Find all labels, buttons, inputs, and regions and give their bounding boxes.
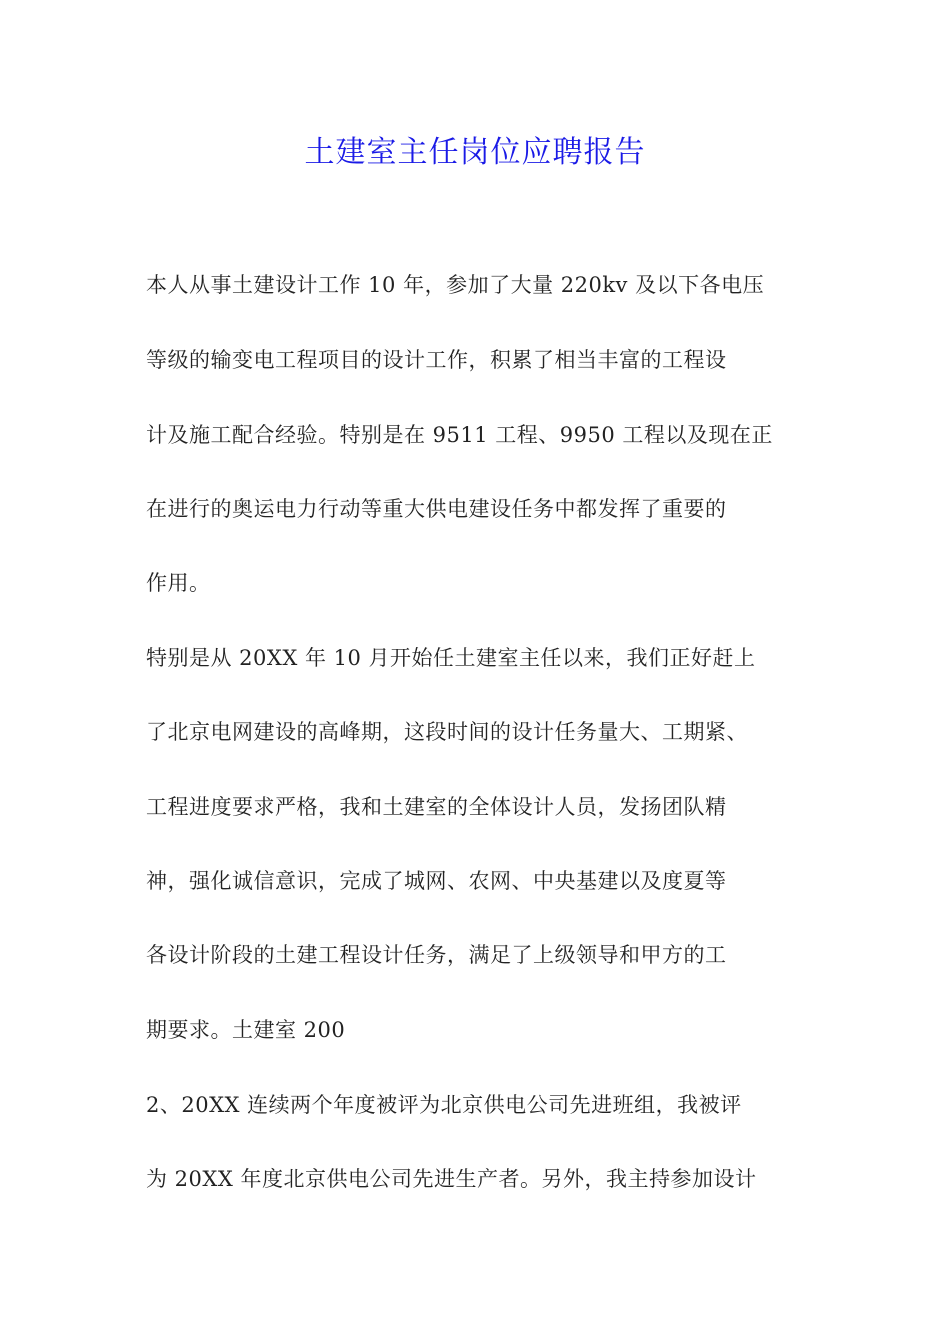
body-line: 为 20XX 年度北京供电公司先进生产者。另外，我主持参加设计 xyxy=(146,1167,757,1191)
body-line: 特别是从 20XX 年 10 月开始任土建室主任以来，我们正好赶上 xyxy=(146,646,756,670)
body-line: 期要求。土建室 200 xyxy=(146,1018,346,1042)
body-line: 各设计阶段的土建工程设计任务，满足了上级领导和甲方的工 xyxy=(146,943,727,967)
body-line: 等级的输变电工程项目的设计工作，积累了相当丰富的工程设 xyxy=(146,348,727,372)
body-line: 2、20XX 连续两个年度被评为北京供电公司先进班组，我被评 xyxy=(146,1093,742,1117)
body-line: 作用。 xyxy=(146,571,211,595)
body-line: 本人从事土建设计工作 10 年，参加了大量 220kv 及以下各电压 xyxy=(146,273,765,297)
body-line: 神，强化诚信意识，完成了城网、农网、中央基建以及度夏等 xyxy=(146,869,727,893)
body-line: 计及施工配合经验。特别是在 9511 工程、9950 工程以及现在正 xyxy=(146,423,773,447)
document-title: 土建室主任岗位应聘报告 xyxy=(304,135,646,170)
body-line: 工程进度要求严格，我和土建室的全体设计人员，发扬团队精 xyxy=(146,795,727,819)
body-line: 了北京电网建设的高峰期，这段时间的设计任务量大、工期紧、 xyxy=(146,720,748,744)
body-line: 在进行的奥运电力行动等重大供电建设任务中都发挥了重要的 xyxy=(146,497,727,521)
